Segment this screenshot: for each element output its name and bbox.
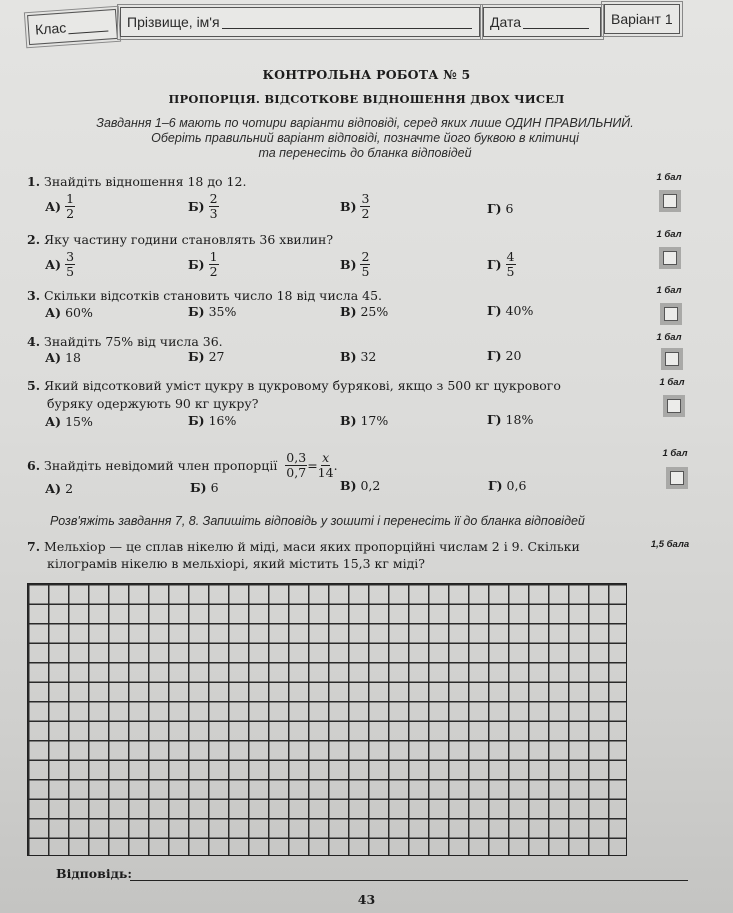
- variant-box: [604, 4, 680, 34]
- option-label: А): [45, 414, 62, 429]
- question-3: [27, 288, 382, 303]
- instruction-line: Завдання 1–6 мають по чотири варіанти відповіді, серед яких лише ОДИН ПРАВИЛЬНИЙ.: [96, 116, 634, 130]
- option-b[interactable]: [188, 250, 219, 279]
- option-label: В): [340, 199, 357, 214]
- option-v[interactable]: [340, 349, 376, 364]
- option-a[interactable]: [45, 414, 93, 429]
- option-label: В): [340, 478, 357, 493]
- option-b[interactable]: [188, 304, 236, 319]
- option-value: 60%: [65, 305, 93, 320]
- option-label: Б): [188, 257, 205, 272]
- option-label: А): [45, 350, 62, 365]
- option-label: А): [45, 305, 62, 320]
- question-text: Яку частину години становлять 36 хвилин?: [44, 232, 334, 247]
- points-label: 1 бал: [662, 448, 688, 459]
- option-b[interactable]: [188, 413, 236, 428]
- denominator: 3: [209, 206, 218, 221]
- option-v[interactable]: [340, 192, 370, 221]
- option-label: Б): [188, 199, 205, 214]
- question-4: [27, 334, 223, 349]
- option-label: Б): [190, 480, 207, 495]
- question-5-continued: буряку одержують 90 кг цукру?: [47, 396, 259, 411]
- numerator: x: [322, 450, 330, 465]
- instruction-line: та перенесіть до бланка відповідей: [258, 146, 472, 160]
- option-label: В): [340, 257, 357, 272]
- answer-line[interactable]: [130, 880, 688, 881]
- numerator: 2: [209, 191, 218, 206]
- period: .: [333, 458, 338, 473]
- page-number: 43: [357, 892, 376, 907]
- numerator: 0,3: [286, 450, 307, 465]
- question-number: 4.: [27, 334, 41, 349]
- answer-checkbox[interactable]: [659, 247, 681, 269]
- name-label: Прізвище, ім'я: [127, 14, 220, 30]
- question-text: Скільки відсотків становить число 18 від числа 45.: [44, 288, 383, 303]
- option-label: А): [45, 481, 62, 496]
- numerator: 3: [361, 191, 370, 206]
- class-label: Клас: [34, 19, 67, 38]
- option-a[interactable]: [45, 192, 75, 221]
- answer-checkbox[interactable]: [659, 190, 681, 212]
- option-label: Г): [488, 478, 503, 493]
- option-g[interactable]: [487, 348, 521, 363]
- option-value: 0,6: [506, 478, 527, 493]
- option-v[interactable]: [340, 413, 388, 428]
- option-label: Г): [487, 348, 502, 363]
- option-value: 27: [208, 349, 225, 364]
- option-a[interactable]: [45, 305, 93, 320]
- answer-checkbox[interactable]: [660, 303, 682, 325]
- question-number: 2.: [27, 232, 41, 247]
- date-label: Дата: [490, 14, 522, 30]
- numerator: 1: [209, 249, 218, 264]
- option-b[interactable]: [188, 192, 219, 221]
- class-underline: [68, 18, 109, 34]
- numerator: 4: [506, 249, 515, 264]
- option-label: Б): [188, 349, 205, 364]
- option-value: 32: [360, 349, 377, 364]
- name-field[interactable]: [120, 7, 480, 37]
- denominator: 5: [361, 264, 370, 279]
- class-field[interactable]: [27, 9, 118, 45]
- points-label: 1 бал: [656, 332, 682, 343]
- date-underline: [523, 16, 589, 29]
- option-value: 25%: [360, 304, 389, 319]
- name-underline: [222, 16, 472, 29]
- fraction: [209, 192, 219, 221]
- page-title: КОНТРОЛЬНА РОБОТА № 5: [262, 67, 471, 82]
- points-label: 1 бал: [656, 229, 682, 240]
- fraction: [360, 192, 370, 221]
- points-label: 1 бал: [659, 377, 685, 388]
- option-label: Г): [487, 201, 502, 216]
- question-number: 7.: [27, 539, 41, 554]
- option-value: 18: [65, 350, 82, 365]
- denominator: 2: [209, 264, 218, 279]
- fraction: [209, 250, 219, 279]
- section-2-instruction: Розв'яжіть завдання 7, 8. Запишіть відповідь у зошиті і перенесіть її до бланка відповідей: [50, 514, 585, 528]
- option-label: В): [340, 304, 357, 319]
- numerator: 1: [66, 191, 75, 206]
- option-value: 18%: [505, 412, 534, 427]
- question-1: [27, 174, 246, 189]
- option-g[interactable]: [488, 478, 526, 493]
- question-7: [27, 539, 580, 554]
- option-value: 6: [210, 480, 219, 495]
- option-a[interactable]: [45, 481, 73, 496]
- denominator: 5: [66, 264, 75, 279]
- option-label: А): [45, 257, 62, 272]
- question-text: Знайдіть відношення 18 до 12.: [44, 174, 247, 189]
- option-label: Г): [487, 412, 502, 427]
- question-7-continued: кілограмів нікелю в мельхіорі, який містить 15,3 кг міді?: [47, 556, 425, 571]
- option-value: 6: [505, 201, 514, 216]
- option-g[interactable]: [487, 412, 533, 427]
- option-v[interactable]: [340, 478, 380, 493]
- fraction: [506, 250, 516, 279]
- option-label: Г): [487, 257, 502, 272]
- denominator: 14: [317, 465, 334, 480]
- question-number: 5.: [27, 378, 41, 393]
- option-g[interactable]: [487, 201, 514, 216]
- option-g[interactable]: [487, 303, 533, 318]
- option-value: 2: [65, 481, 74, 496]
- option-value: 40%: [505, 303, 534, 318]
- solution-grid[interactable]: [27, 583, 627, 856]
- answer-checkbox[interactable]: [663, 395, 685, 417]
- variant-label: Варіант 1: [611, 11, 673, 27]
- question-number: 1.: [27, 174, 41, 189]
- proportion-right: [318, 451, 334, 480]
- points-label: 1,5 бала: [650, 539, 690, 550]
- question-text: Мельхіор — це сплав нікелю й міді, маси яких пропорційні числам 2 і 9. Скільки: [44, 539, 580, 554]
- option-label: Б): [188, 413, 205, 428]
- option-a[interactable]: [45, 350, 81, 365]
- option-value: 0,2: [360, 478, 381, 493]
- option-b[interactable]: [188, 349, 225, 364]
- answer-checkbox[interactable]: [666, 467, 688, 489]
- option-v[interactable]: [340, 304, 388, 319]
- fraction: [65, 192, 75, 221]
- option-value: 16%: [208, 413, 237, 428]
- instructions: [20, 116, 710, 161]
- denominator: 0,7: [286, 465, 307, 480]
- option-label: А): [45, 199, 62, 214]
- question-number: 6.: [27, 458, 41, 473]
- instruction-line: Оберіть правильний варіант відповіді, позначте його буквою в клітинці: [151, 131, 579, 145]
- option-v[interactable]: [340, 250, 370, 279]
- date-field[interactable]: [483, 7, 601, 37]
- question-number: 3.: [27, 288, 41, 303]
- question-5: [27, 378, 561, 393]
- question-2: [27, 232, 333, 247]
- fraction: [360, 250, 370, 279]
- denominator: 5: [506, 264, 515, 279]
- option-label: В): [340, 413, 357, 428]
- denominator: 2: [361, 206, 370, 221]
- numerator: 3: [66, 249, 75, 264]
- option-value: 17%: [360, 413, 389, 428]
- answer-checkbox[interactable]: [661, 348, 683, 370]
- question-text: Знайдіть 75% від числа 36.: [44, 334, 223, 349]
- points-label: 1 бал: [656, 285, 682, 296]
- answer-label: Відповідь:: [56, 866, 132, 881]
- question-text: Знайдіть невідомий член пропорції: [44, 458, 278, 473]
- option-value: 15%: [65, 414, 93, 429]
- option-value: 20: [505, 348, 522, 363]
- option-label: Б): [188, 304, 205, 319]
- denominator: 2: [66, 206, 75, 221]
- option-a[interactable]: [45, 250, 75, 279]
- numerator: 2: [361, 249, 370, 264]
- option-value: 35%: [208, 304, 237, 319]
- option-g[interactable]: [487, 250, 516, 279]
- fraction: [65, 250, 75, 279]
- question-text: Який відсотковий уміст цукру в цукровому бурякові, якщо з 500 кг цукрового: [44, 378, 561, 393]
- equals-sign: =: [307, 458, 318, 473]
- proportion-left: [285, 451, 307, 480]
- option-label: В): [340, 349, 357, 364]
- option-label: Г): [487, 303, 502, 318]
- question-6: [27, 451, 338, 480]
- page-subtitle: ПРОПОРЦІЯ. ВІДСОТКОВЕ ВІДНОШЕННЯ ДВОХ ЧИСЕЛ: [168, 92, 565, 106]
- option-b[interactable]: [190, 480, 219, 495]
- points-label: 1 бал: [656, 172, 682, 183]
